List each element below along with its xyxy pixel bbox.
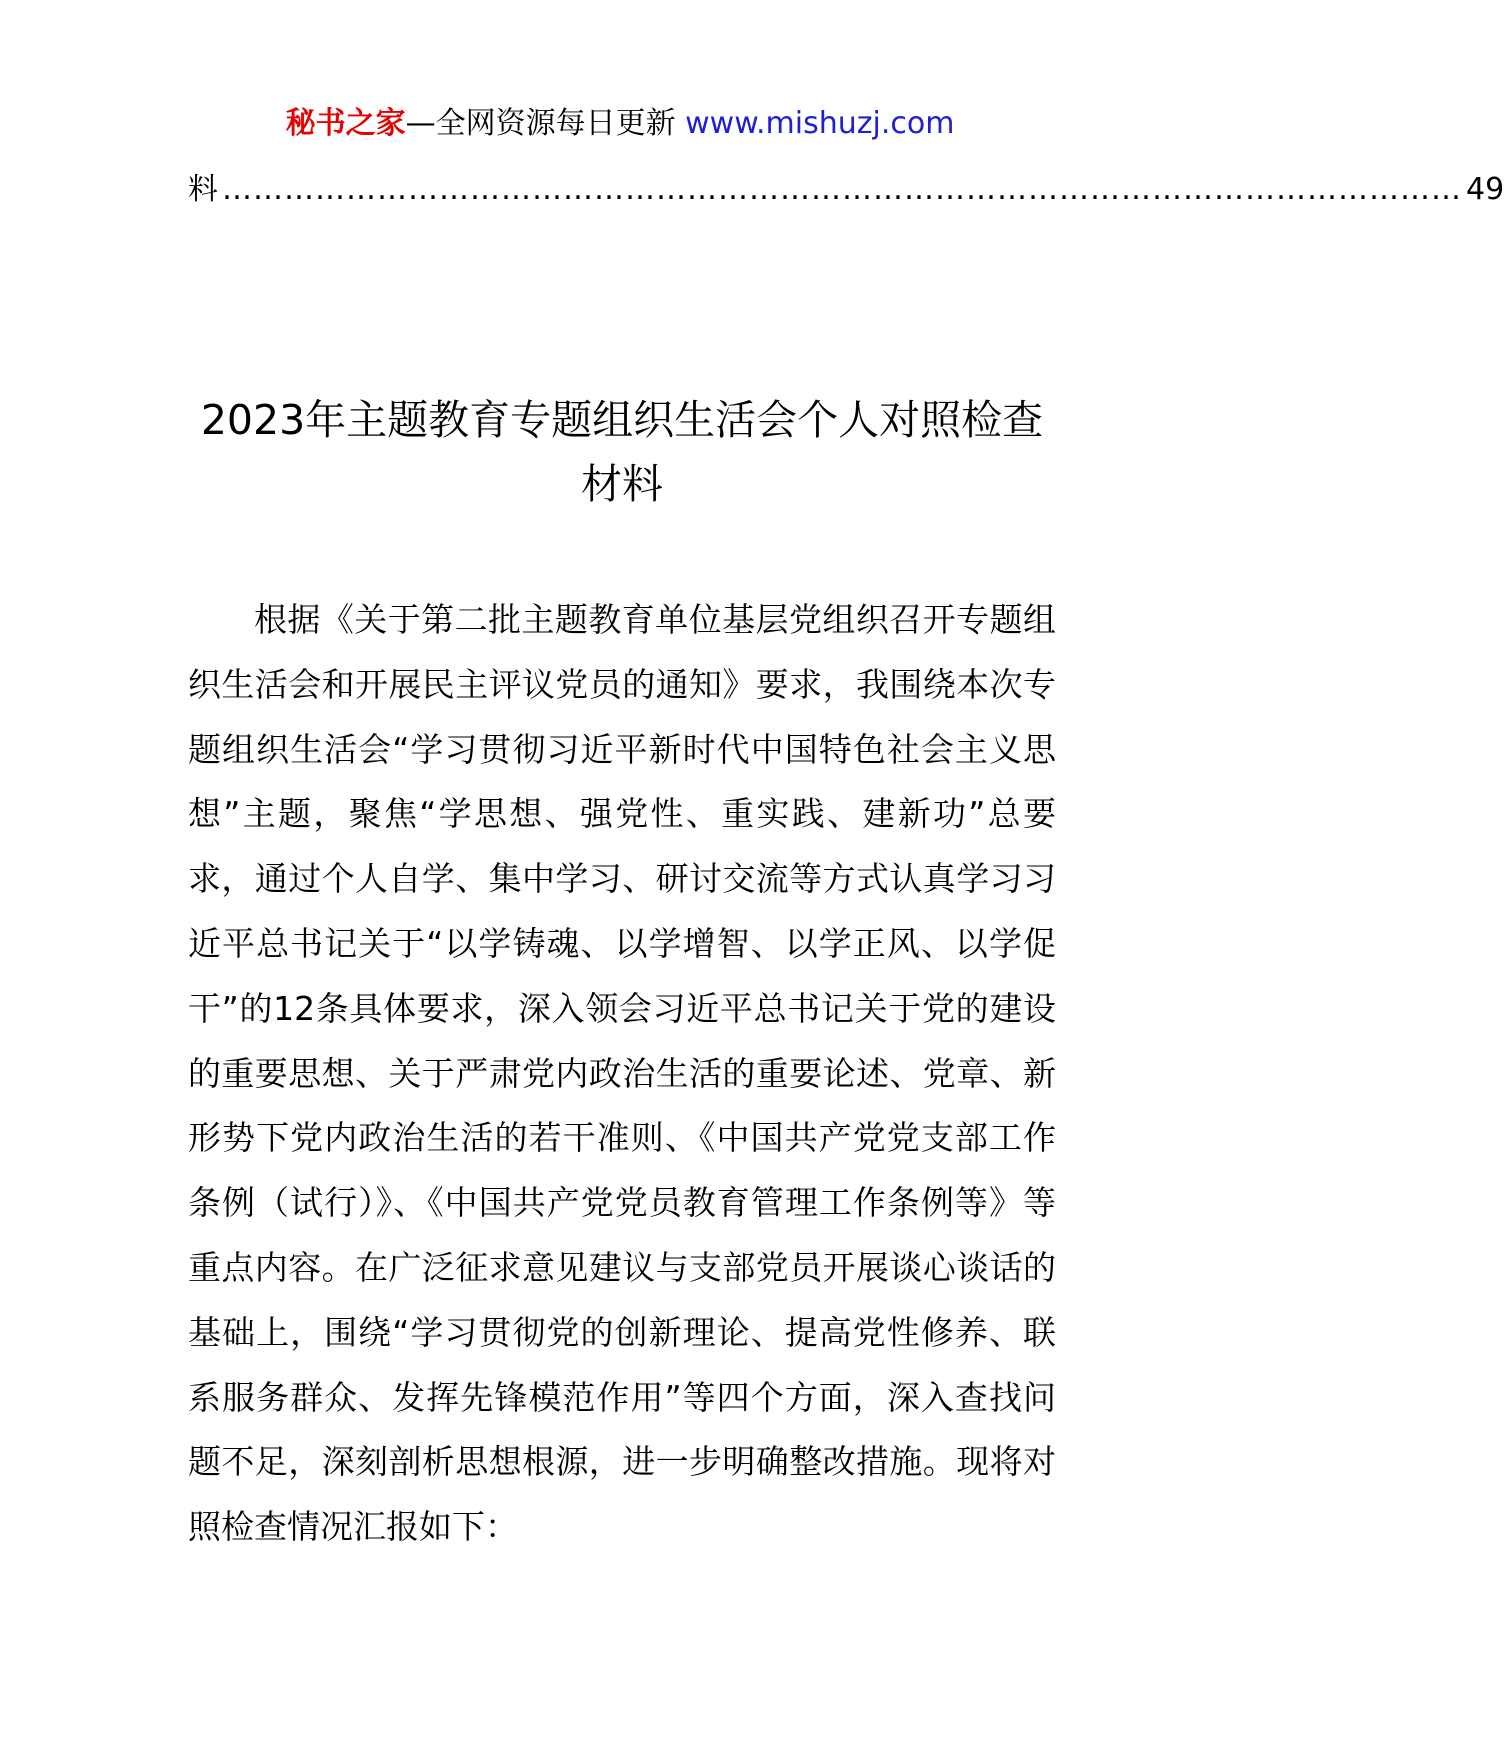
page-header [0,102,1240,146]
toc-page-number: 49 [1466,172,1504,207]
site-url-link[interactable]: www.mishuzj.com [685,106,955,141]
site-tagline: —全网资源每日更新 [405,106,686,141]
document-body-paragraph: 根据《关于第二批主题教育单位基层党组织召开专题组织生活会和开展民主评议党员的通知》要求，我围绕本次专题组织生活会“学习贯彻习近平新时代中国特色社会主义思想”主题，聚焦“学思想、强党性、重实践、建新功”总要求，通过个人自学、集中学习、研讨交流等方式认真学习习近平总书记关于“以学铸魂、以学增智、以学正风、以学促干”的12条具体要求，深入领会习近平总书记关于党的建设的重要思想、关于严肃党内政治生活的重要论述、党章、新形势下党内政治生活的若干准则、《中国共产党党支部工作条例（试行）》、《中国共产党党员教育管理工作条例等》等重点内容。在广泛征求意见建议与支部党员开展谈心谈话的基础上，围绕“学习贯彻党的创新理论、提高党性修养、联系服务群众、发挥先锋模范作用”等四个方面，深入查找问题不足，深刻剖析思想根源，进一步明确整改措施。现将对照检查情况汇报如下： [188,600,1056,1547]
site-brand: 秘书之家 [285,106,406,141]
toc-dot-leader: ………………………………………………………………………………………………………… [222,172,1462,207]
toc-entry[interactable] [188,168,1504,212]
toc-entry-text: 料 [188,172,218,207]
document-title: 2023年主题教育专题组织生活会个人对照检查材料 [200,396,1044,508]
